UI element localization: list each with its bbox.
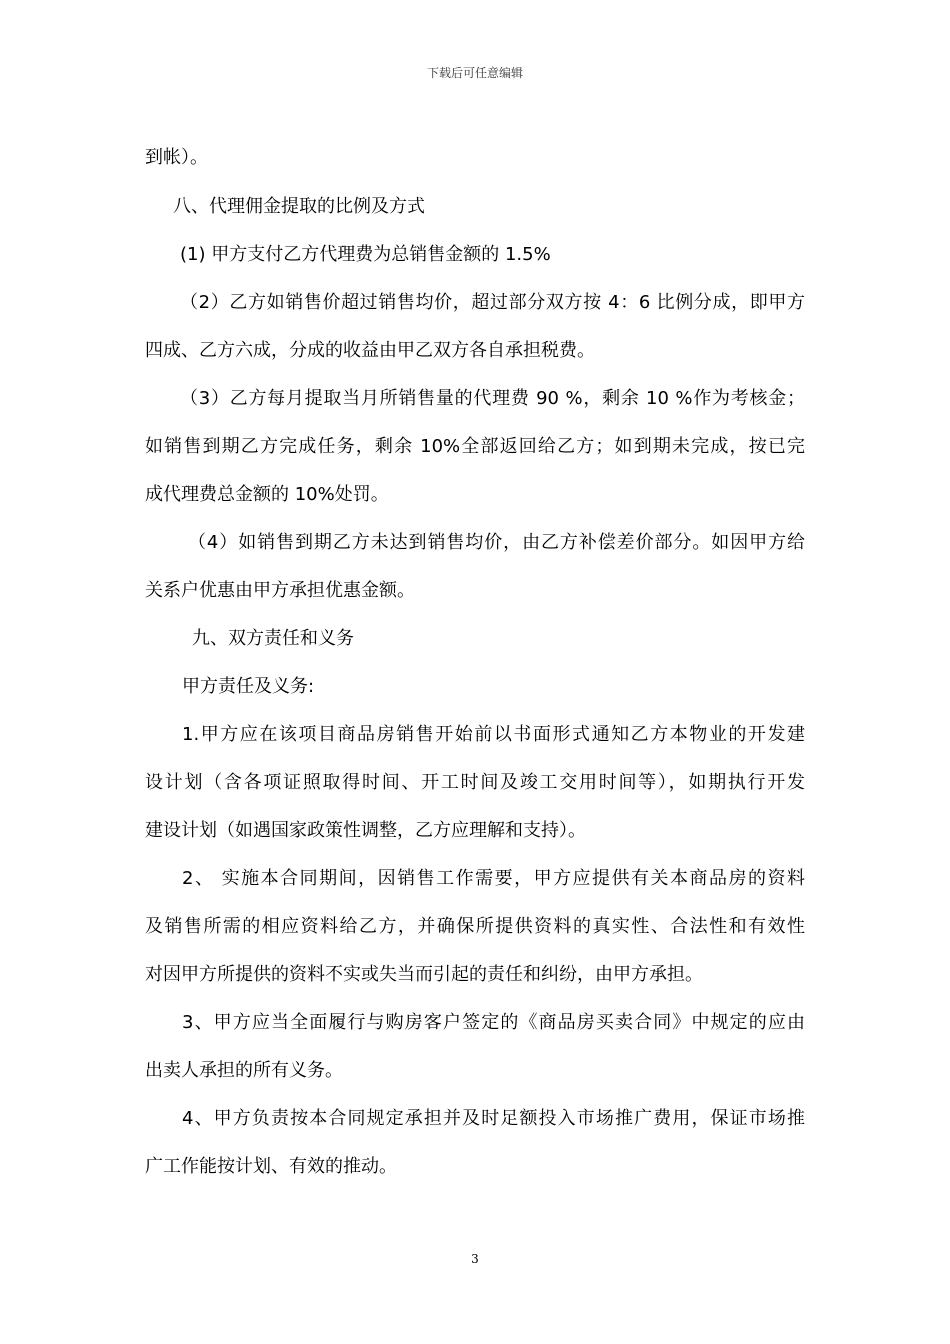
page-number: 3	[471, 1252, 479, 1266]
text-line: （2）乙方如销售价超过销售均价，超过部分双方按 4：6 比例分成，即甲方	[180, 292, 805, 313]
text-line: (1) 甲方支付乙方代理费为总销售金额的 1.5%	[180, 244, 551, 265]
subsection-heading: 甲方责任及义务:	[182, 676, 315, 697]
text-line: 如销售到期乙方完成任务，剩余 10%全部返回给乙方；如到期未完成，按已完	[145, 436, 805, 457]
page-header: 下载后可任意编辑	[426, 66, 523, 80]
text-line: （3）乙方每月提取当月所销售量的代理费 90 %，剩余 10 %作为考核金；	[180, 388, 805, 409]
text-line: 建设计划（如遇国家政策性调整，乙方应理解和支持）。	[145, 820, 586, 841]
text-line: 4、甲方负责按本合同规定承担并及时足额投入市场推广费用，保证市场推	[182, 1108, 805, 1129]
text-line: 到帐）。	[145, 147, 208, 168]
text-line: 3、甲方应当全面履行与购房客户签定的《商品房买卖合同》中规定的应由	[182, 1012, 805, 1033]
text-line: 出卖人承担的所有义务。	[145, 1060, 343, 1081]
text-line: 关系户优惠由甲方承担优惠金额。	[145, 580, 415, 601]
text-line: 1.甲方应在该项目商品房销售开始前以书面形式通知乙方本物业的开发建	[182, 724, 805, 745]
text-line: 2、 实施本合同期间，因销售工作需要，甲方应提供有关本商品房的资料	[182, 868, 805, 889]
text-line: 对因甲方所提供的资料不实或失当而引起的责任和纠纷，由甲方承担。	[145, 964, 703, 985]
section-heading: 八、代理佣金提取的比例及方式	[173, 196, 425, 217]
text-line: 四成、乙方六成，分成的收益由甲乙双方各自承担税费。	[145, 340, 595, 361]
text-line: 及销售所需的相应资料给乙方，并确保所提供资料的真实性、合法性和有效性	[145, 916, 805, 937]
text-line: （4）如销售到期乙方未达到销售均价，由乙方补偿差价部分。如因甲方给	[188, 532, 805, 553]
section-heading: 九、双方责任和义务	[192, 628, 354, 649]
text-line: 设计划（含各项证照取得时间、开工时间及竣工交用时间等），如期执行开发	[145, 772, 805, 793]
text-line: 广工作能按计划、有效的推动。	[145, 1156, 397, 1177]
text-line: 成代理费总金额的 10%处罚。	[145, 484, 389, 505]
